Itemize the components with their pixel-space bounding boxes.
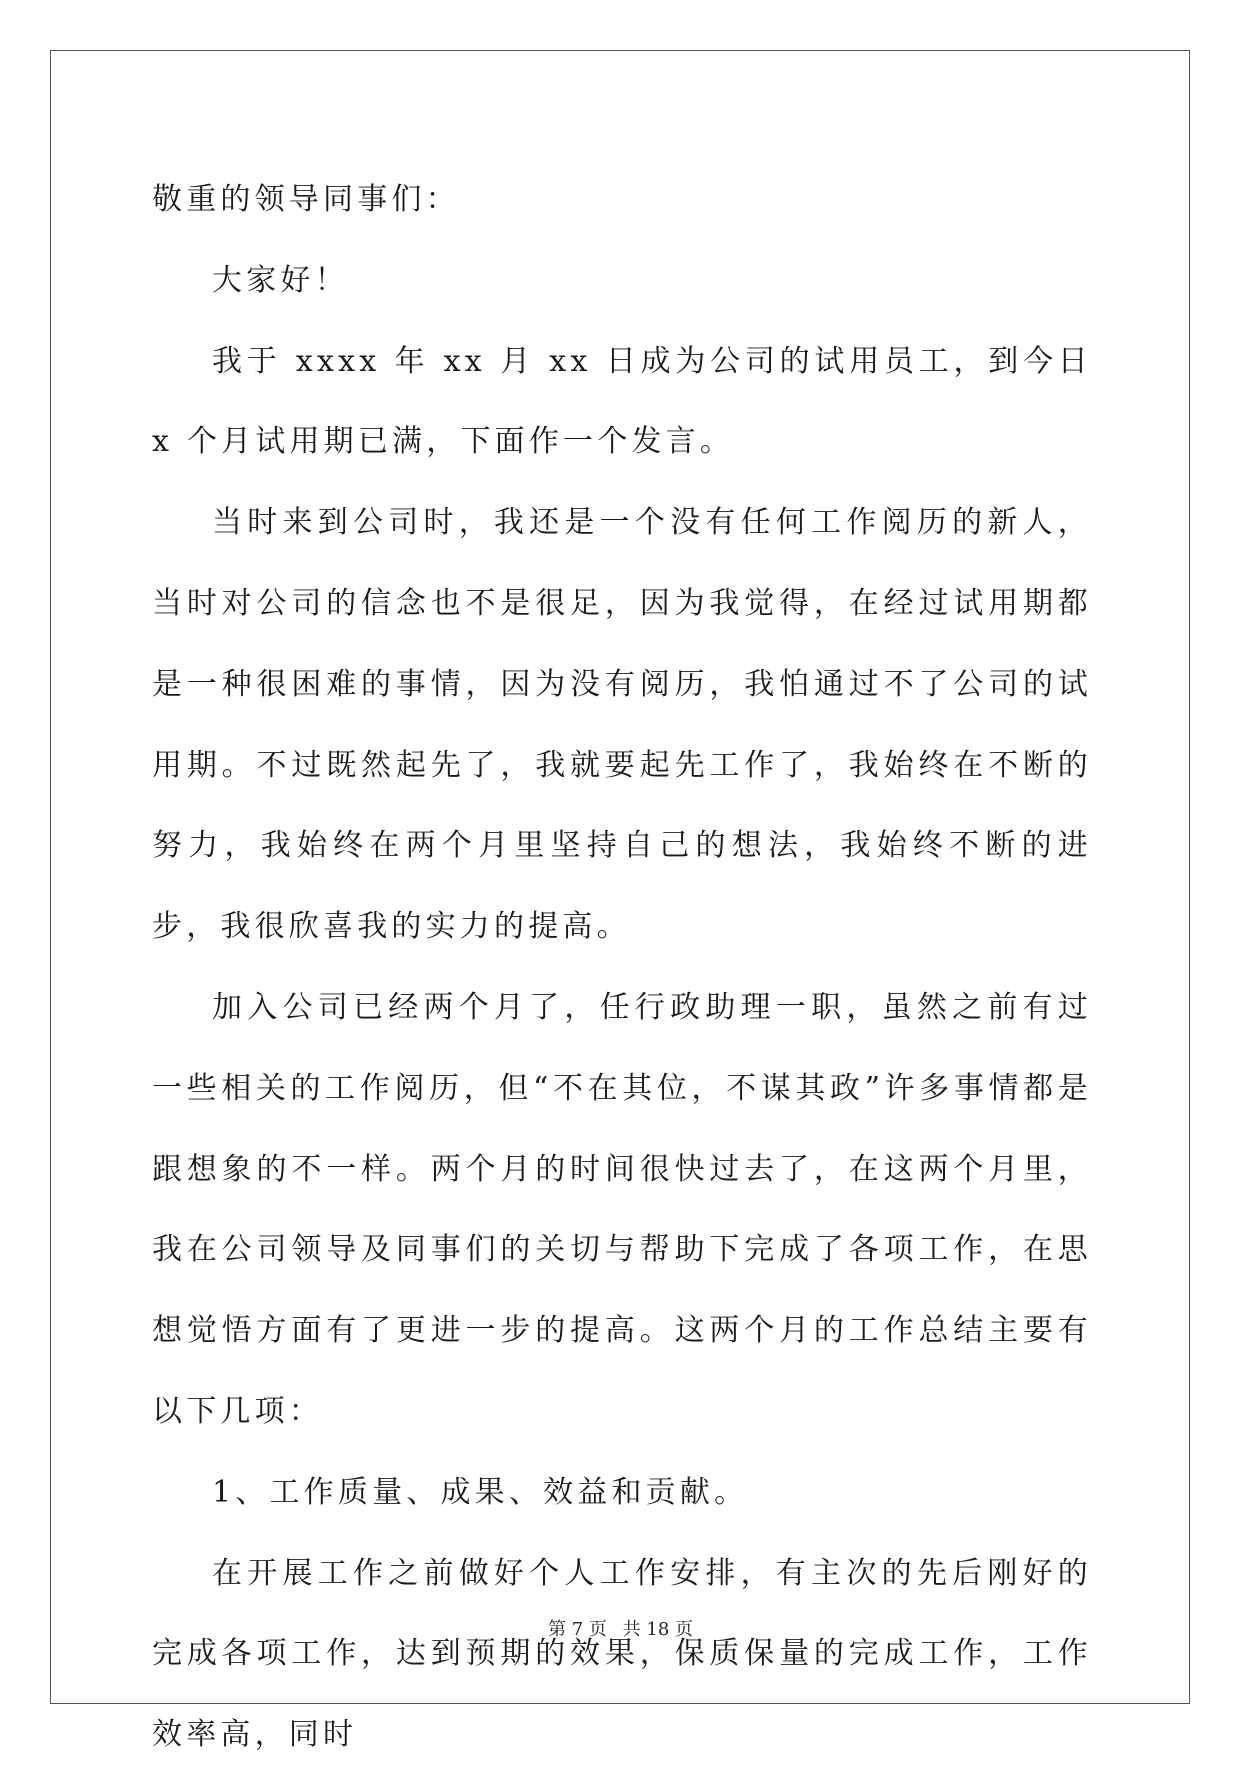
salutation: 敬重的领导同事们：	[152, 182, 460, 217]
greeting: 大家好！	[212, 262, 349, 298]
body-paragraph: 当时来到公司时，我还是一个没有任何工作阅历的新人，当时对公司的信念也不是很足，因为我觉得，在经过试用期都是一种很困难的事情，因为没有阅历，我怕通过不了公司的试用期。不过既然起先了，我就要起先工作了，我始终在不断的努力，我始终在两个月里坚持自己的想法，我始终不断的进步，我很欣喜我的实力的提高。	[152, 505, 1092, 945]
section-heading: 1、工作质量、成果、效益和贡献。	[212, 1474, 749, 1510]
document-body	[152, 160, 1092, 1776]
body-paragraph: 加入公司已经两个月了，任行政助理一职，虽然之前有过一些相关的工作阅历，但“不在其位，不谋其政”许多事情都是跟想象的不一样。两个月的时间很快过去了，在这两个月里，我在公司领导及同事们的关切与帮助下完成了各项工作，在思想觉悟方面有了更进一步的提高。这两个月的工作总结主要有以下几项：	[152, 989, 1092, 1429]
page-footer	[0, 1618, 1241, 1642]
body-paragraph: 在开展工作之前做好个人工作安排，有主次的先后刚好的完成各项工作，达到预期的效果，保质保量的完成工作，工作效率高，同时	[152, 1555, 1092, 1753]
body-paragraph: 我于 xxxx 年 xx 月 xx 日成为公司的试用员工，到今日 x 个月试用期已满，下面作一个发言。	[152, 343, 1092, 460]
page-number: 第 7 页	[548, 1619, 607, 1640]
page-total: 共 18 页	[622, 1619, 693, 1640]
